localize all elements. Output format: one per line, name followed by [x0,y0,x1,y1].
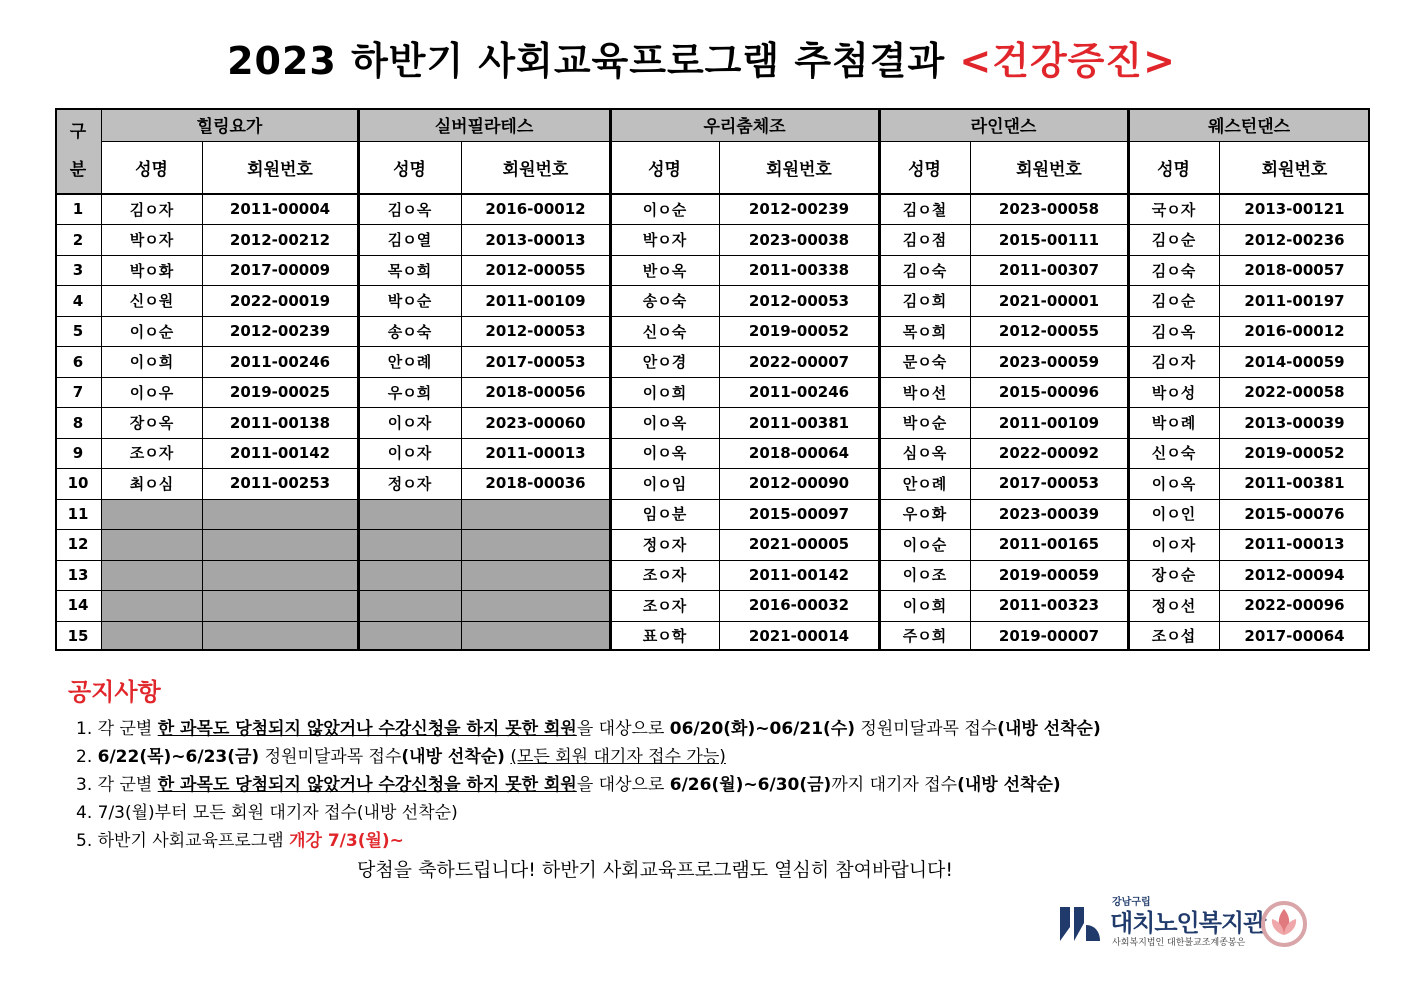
member-id-header: 회원번호 [1016,160,1082,180]
member-id: 2012-00053 [485,322,586,341]
member-name: 김ㅇ옥 [387,200,432,219]
member-name: 이ㅇ자 [387,444,432,463]
member-id: 2011-00165 [998,535,1100,554]
grid-line [461,141,462,651]
member-name: 김ㅇ자 [129,200,174,219]
member-name: 김ㅇ순 [1151,292,1196,311]
member-name: 이ㅇ옥 [642,444,687,463]
page-title [0,30,1403,85]
member-id: 2011-00013 [1244,535,1345,554]
member-name: 김ㅇ희 [902,292,947,311]
member-name: 심ㅇ옥 [902,444,947,463]
empty-cell [461,590,610,620]
notice-text: 2. [76,747,98,767]
member-id: 2021-00014 [748,626,850,645]
member-name: 김ㅇ자 [1151,353,1196,372]
grid-line [55,377,1370,378]
member-id: 2012-00055 [485,261,586,280]
program-header: 우리춤체조 [610,108,879,141]
member-name: 조ㅇ섭 [1151,627,1196,646]
empty-cell [101,590,202,620]
lotus-icon [1258,899,1310,949]
member-id: 2012-00055 [998,322,1100,341]
member-name: 박ㅇ자 [129,231,174,250]
empty-cell [358,621,461,651]
member-name: 목ㅇ희 [387,261,432,280]
grid-line [55,255,1370,256]
member-name: 박ㅇ성 [1151,383,1196,402]
row-number: 6 [72,352,84,371]
gu-header-char: 분 [69,160,87,180]
member-name: 김ㅇ순 [1151,231,1196,250]
member-id: 2012-00090 [748,474,850,493]
row-number: 12 [67,535,89,554]
member-name: 표ㅇ학 [642,627,687,646]
row-number: 2 [72,230,84,249]
member-name: 박ㅇ순 [902,414,947,433]
member-id: 2021-00001 [998,291,1100,310]
table-border [55,108,57,651]
program-header: 웨스턴댄스 [1128,108,1370,141]
notice-text: 을 대상으로 [576,719,670,739]
member-id: 2013-00039 [1244,413,1345,432]
logo-name: 대치노인복지관 [1110,909,1266,937]
notice-text: 정원미달과목 접수 [854,719,998,739]
member-id: 2017-00053 [998,474,1100,493]
member-id: 2011-00142 [748,565,850,584]
member-name: 장ㅇ옥 [129,414,174,433]
member-name: 김ㅇ점 [902,231,947,250]
member-id: 2021-00005 [748,535,850,554]
grid-line [55,590,1370,591]
member-id: 2011-00246 [229,352,331,371]
member-id: 2011-00004 [229,200,331,219]
grid-line [55,407,1370,408]
logo-operator: 사회복지법인 대한불교조계종봉은 [1112,938,1246,948]
grid-line [101,108,102,651]
notice-text: 4. 7/3(월)부터 모든 회원 대기자 접수(내방 선착순) [76,803,458,823]
row-number: 14 [67,596,89,615]
notice-text: 1. 각 군별 [76,719,158,739]
table-border [1368,108,1370,651]
group-divider [878,108,881,651]
empty-cell [202,499,358,529]
member-name: 박ㅇ자 [642,231,687,250]
member-name: 장ㅇ순 [1151,566,1196,585]
empty-cell [101,621,202,651]
program-header: 힐링요가 [101,108,358,141]
member-id: 2017-00064 [1244,626,1345,645]
member-name: 임ㅇ분 [642,505,687,524]
notice-item [76,714,1101,739]
name-header: 성명 [393,160,426,180]
member-id: 2011-00323 [998,596,1100,615]
row-number: 8 [72,413,84,432]
notice-text: (내방 선착순) [957,775,1061,795]
member-name: 정ㅇ선 [1151,596,1196,615]
member-id: 2011-00381 [748,413,850,432]
empty-cell [358,499,461,529]
member-name: 박ㅇ선 [902,383,947,402]
grid-line [55,438,1370,439]
member-id: 2011-00109 [485,291,586,310]
group-divider [1127,108,1130,651]
member-name: 이ㅇ옥 [1151,474,1196,493]
empty-cell [461,529,610,559]
program-header: 실버필라테스 [358,108,610,141]
row-number: 11 [67,504,89,523]
member-name: 박ㅇ례 [1151,414,1196,433]
row-number: 13 [67,565,89,584]
member-name: 김ㅇ열 [387,231,432,250]
member-id-header: 회원번호 [766,160,832,180]
member-name: 이ㅇ임 [642,474,687,493]
member-id: 2011-00013 [485,443,586,462]
name-header: 성명 [648,160,681,180]
member-name: 박ㅇ화 [129,261,174,280]
table-border [55,649,1370,651]
grid-line [55,560,1370,561]
member-name: 이ㅇ희 [902,596,947,615]
notice-title: 공지사항 [68,678,161,706]
empty-cell [101,560,202,590]
member-name: 이ㅇ자 [1151,535,1196,554]
member-id: 2011-00253 [229,474,331,493]
empty-cell [101,529,202,559]
grid-line [55,529,1370,530]
results-table [55,108,1370,651]
member-id: 2018-00064 [748,443,850,462]
member-id: 2015-00097 [748,504,850,523]
program-header: 라인댄스 [879,108,1128,141]
member-name: 김ㅇ숙 [902,261,947,280]
member-name: 박ㅇ순 [387,292,432,311]
member-name: 신ㅇ숙 [1151,444,1196,463]
member-name: 이ㅇ희 [129,353,174,372]
member-name: 신ㅇ숙 [642,322,687,341]
member-id: 2018-00036 [485,474,586,493]
member-id: 2023-00038 [748,230,850,249]
member-id: 2019-00052 [1244,443,1345,462]
member-id: 2012-00239 [748,200,850,219]
member-id: 2011-00197 [1244,291,1345,310]
notice-text: 06/20(화)~06/21(수) [669,719,855,739]
notice-item [76,742,726,767]
member-id: 2019-00025 [229,383,331,402]
member-id: 2018-00056 [485,383,586,402]
table-border [55,108,1370,110]
row-number: 10 [67,474,89,493]
member-id: 2022-00092 [998,443,1100,462]
logo [1056,893,1316,955]
notice-text: 한 과목도 당첨되지 않았거나 수강신청을 하지 못한 회원 [157,775,577,795]
grid-line [55,285,1370,286]
notice-item [76,770,1061,795]
member-name: 국ㅇ자 [1151,200,1196,219]
member-name: 이ㅇ순 [129,322,174,341]
notice-text: 6/26(월)~6/30(금) [669,775,832,795]
row-number: 9 [72,443,84,462]
notice-text: 정원미달과목 접수 [259,747,402,767]
empty-cell [461,621,610,651]
member-id: 2017-00009 [229,261,331,280]
row-number: 4 [72,291,84,310]
member-id: 2016-00012 [1244,322,1345,341]
empty-cell [202,621,358,651]
row-number: 1 [72,200,84,219]
member-name: 김ㅇ철 [902,200,947,219]
member-name: 안ㅇ경 [642,353,687,372]
notice-text: 개강 7/3(월)~ [289,831,404,851]
notice-text: 5. 하반기 사회교육프로그램 [76,831,290,851]
empty-cell [202,529,358,559]
member-id: 2022-00058 [1244,383,1345,402]
member-name: 김ㅇ숙 [1151,261,1196,280]
row-number: 5 [72,322,84,341]
member-id: 2011-00338 [748,261,850,280]
empty-cell [461,499,610,529]
notice-text: (모든 회원 대기자 접수 가능) [510,747,726,767]
member-id: 2015-00076 [1244,504,1345,523]
empty-cell [358,590,461,620]
empty-cell [101,499,202,529]
gu-header [55,108,101,194]
member-id: 2023-00060 [485,413,586,432]
grid-line [202,141,203,651]
logo-mark-icon [1056,901,1102,947]
member-name: 조ㅇ자 [642,566,687,585]
member-id: 2011-00307 [998,261,1100,280]
grid-line [55,346,1370,347]
member-name: 김ㅇ옥 [1151,322,1196,341]
notice-text: 까지 대기자 접수 [831,775,958,795]
member-name: 송ㅇ숙 [642,292,687,311]
member-id: 2012-00236 [1244,230,1345,249]
member-id: 2012-00239 [229,322,331,341]
member-name: 반ㅇ옥 [642,261,687,280]
grid-line [55,193,1370,195]
name-header: 성명 [908,160,941,180]
row-number: 7 [72,383,84,402]
member-id: 2013-00121 [1244,200,1345,219]
empty-cell [202,590,358,620]
empty-cell [358,560,461,590]
gu-header-char: 구 [69,122,87,142]
grid-line [1219,141,1220,651]
closing-message: 당첨을 축하드립니다! 하반기 사회교육프로그램도 열심히 참여바랍니다! [356,859,954,881]
member-name: 우ㅇ희 [387,383,432,402]
member-name: 이ㅇ순 [902,535,947,554]
grid-line [101,141,1370,142]
member-id: 2011-00138 [229,413,331,432]
member-id: 2018-00057 [1244,261,1345,280]
member-name: 이ㅇ우 [129,383,174,402]
member-id: 2012-00053 [748,291,850,310]
member-name: 정ㅇ자 [642,535,687,554]
title-accent: <건강증진> [959,39,1176,83]
grid-line [55,621,1370,622]
member-name: 주ㅇ희 [902,627,947,646]
member-id: 2019-00052 [748,322,850,341]
member-id-header: 회원번호 [502,160,569,180]
row-number: 15 [67,626,89,645]
empty-cell [461,560,610,590]
notice-text: 6/22(목)~6/23(금) [97,747,260,767]
notice-text: 3. 각 군별 [76,775,158,795]
member-id: 2016-00012 [485,200,586,219]
member-id: 2013-00013 [485,230,586,249]
group-divider [357,108,360,651]
row-number: 3 [72,261,84,280]
grid-line [55,224,1370,225]
title-main: 2023 하반기 사회교육프로그램 추첨결과 [227,39,946,83]
member-name: 이ㅇ조 [902,566,947,585]
grid-line [970,141,971,651]
member-id-header: 회원번호 [1261,160,1328,180]
name-header: 성명 [135,160,168,180]
grid-line [55,499,1370,500]
member-id: 2022-00019 [229,291,331,310]
member-id: 2019-00059 [998,565,1100,584]
member-name: 목ㅇ희 [902,322,947,341]
member-id: 2015-00096 [998,383,1100,402]
member-id: 2015-00111 [998,230,1100,249]
member-name: 송ㅇ숙 [387,322,432,341]
member-name: 문ㅇ숙 [902,353,947,372]
member-name: 조ㅇ자 [642,596,687,615]
grid-line [719,141,720,651]
member-id: 2023-00058 [998,200,1100,219]
empty-cell [202,560,358,590]
member-id: 2014-00059 [1244,352,1345,371]
member-id: 2011-00381 [1244,474,1345,493]
member-name: 이ㅇ희 [642,383,687,402]
member-id: 2023-00059 [998,352,1100,371]
notice-text: 한 과목도 당첨되지 않았거나 수강신청을 하지 못한 회원 [157,719,577,739]
notice-text: 을 대상으로 [576,775,670,795]
member-name: 최ㅇ심 [129,474,174,493]
member-name: 안ㅇ례 [902,474,947,493]
notice-item [76,798,458,823]
member-name: 조ㅇ자 [129,444,174,463]
member-id: 2012-00212 [229,230,331,249]
name-header: 성명 [1157,160,1190,180]
grid-line [55,468,1370,469]
member-id: 2016-00032 [748,596,850,615]
member-id: 2019-00007 [998,626,1100,645]
notice-text: (내방 선착순) [401,747,505,767]
member-name: 우ㅇ화 [902,505,947,524]
member-id: 2022-00007 [748,352,850,371]
grid-line [55,316,1370,317]
member-id-header: 회원번호 [247,160,313,180]
member-id: 2011-00109 [998,413,1100,432]
member-id: 2017-00053 [485,352,586,371]
member-name: 정ㅇ자 [387,474,432,493]
empty-cell [358,529,461,559]
group-divider [609,108,612,651]
member-id: 2022-00096 [1244,596,1345,615]
member-name: 이ㅇ옥 [642,414,687,433]
member-name: 안ㅇ례 [387,353,432,372]
logo-district: 강남구립 [1112,897,1151,908]
member-id: 2012-00094 [1244,565,1345,584]
notice-item [76,826,404,851]
member-name: 신ㅇ원 [129,292,174,311]
member-name: 이ㅇ자 [387,414,432,433]
member-id: 2023-00039 [998,504,1100,523]
member-name: 이ㅇ순 [642,200,687,219]
notice-text: (내방 선착순) [997,719,1101,739]
member-id: 2011-00142 [229,443,331,462]
member-name: 이ㅇ인 [1151,505,1196,524]
member-id: 2011-00246 [748,383,850,402]
